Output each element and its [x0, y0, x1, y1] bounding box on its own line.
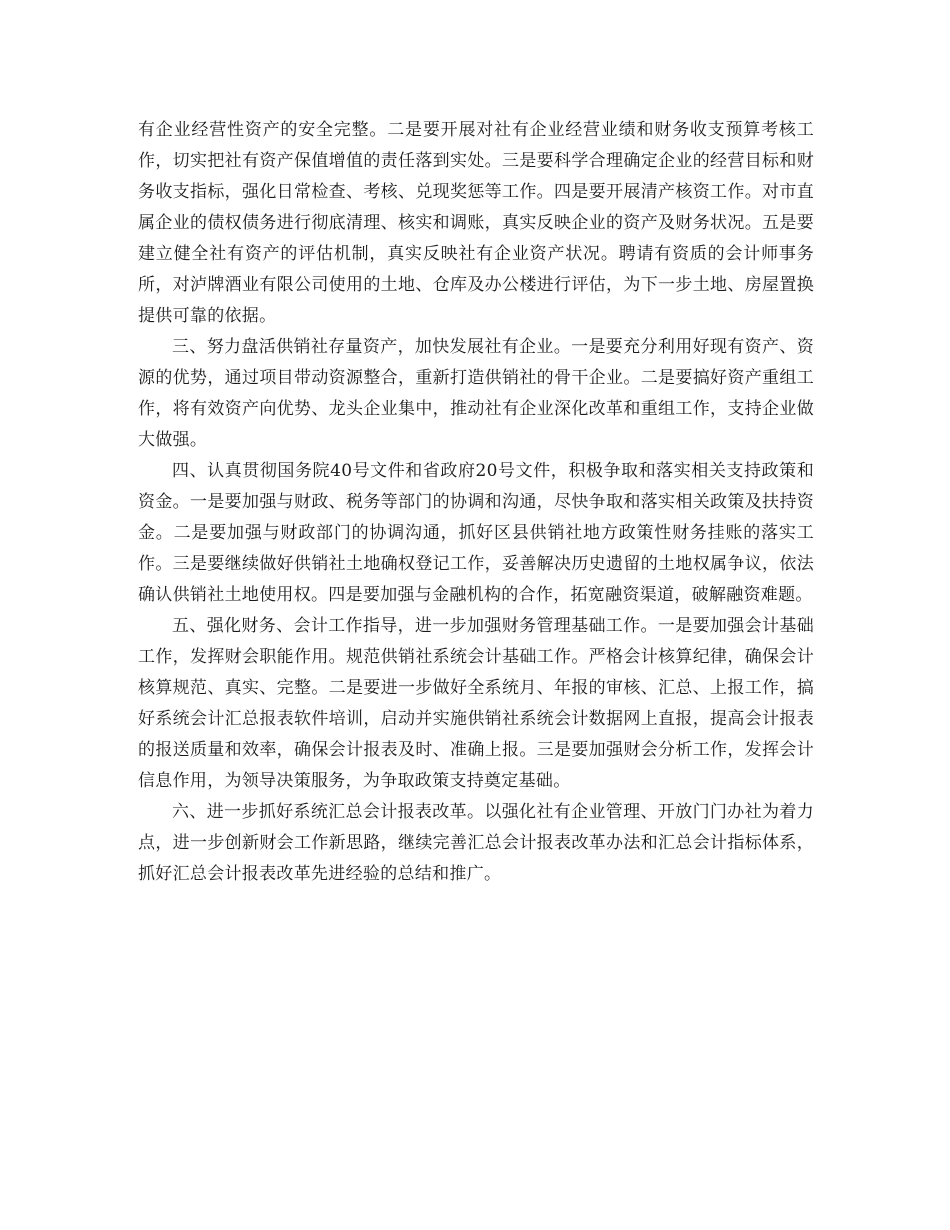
paragraph-section-three: 三、努力盘活供销社存量资产，加快发展社有企业。一是要充分利用好现有资产、资源的优势，通过项目带动资源整合，重新打造供销社的骨干企业。二是要搞好资产重组工作，将有效资产向优势、龙头企业集中，推动社有企业深化改革和重组工作，支持企业做大做强。 [138, 337, 814, 450]
paragraph-continuation: 有企业经营性资产的安全完整。二是要开展对社有企业经营业绩和财务收支预算考核工作，切实把社有资产保值增值的责任落到实处。三是要科学合理确定企业的经营目标和财务收支指标，强化日常检查、考核、兑现奖惩等工作。四是要开展清产核资工作。对市直属企业的债权债务进行彻底清理、核实和调账，真实反映企业的资产及财务状况。五是要建立健全社有资产的评估机制，真实反映社有企业资产状况。聘请有资质的会计师事务所，对泸牌酒业有限公司使用的土地、仓库及办公楼进行评估，为下一步土地、房屋置换提供可靠的依据。 [138, 120, 814, 326]
document-body [138, 115, 814, 890]
paragraph-section-six: 六、进一步抓好系统汇总会计报表改革。以强化社有企业管理、开放门门办社为着力点，进一步创新财会工作新思路，继续完善汇总会计报表改革办法和汇总会计指标体系，抓好汇总会计报表改革先进经验的总结和推广。 [138, 802, 814, 884]
paragraph-section-four: 四、认真贯彻国务院40号文件和省政府20号文件，积极争取和落实相关支持政策和资金。一是要加强与财政、税务等部门的协调和沟通，尽快争取和落实相关政策及扶持资金。二是要加强与财政部门的协调沟通，抓好区县供销社地方政策性财务挂账的落实工作。三是要继续做好供销社土地确权登记工作，妥善解决历史遗留的土地权属争议，依法确认供销社土地使用权。四是要加强与金融机构的合作，拓宽融资渠道，破解融资难题。 [138, 461, 814, 605]
paragraph-section-five: 五、强化财务、会计工作指导，进一步加强财务管理基础工作。一是要加强会计基础工作，发挥财会职能作用。规范供销社系统会计基础工作。严格会计核算纪律，确保会计核算规范、真实、完整。二是要进一步做好全系统月、年报的审核、汇总、上报工作，搞好系统会计汇总报表软件培训，启动并实施供销社系统会计数据网上直报，提高会计报表的报送质量和效率，确保会计报表及时、准确上报。三是要加强财会分析工作，发挥会计信息作用，为领导决策服务，为争取政策支持奠定基础。 [138, 616, 814, 791]
